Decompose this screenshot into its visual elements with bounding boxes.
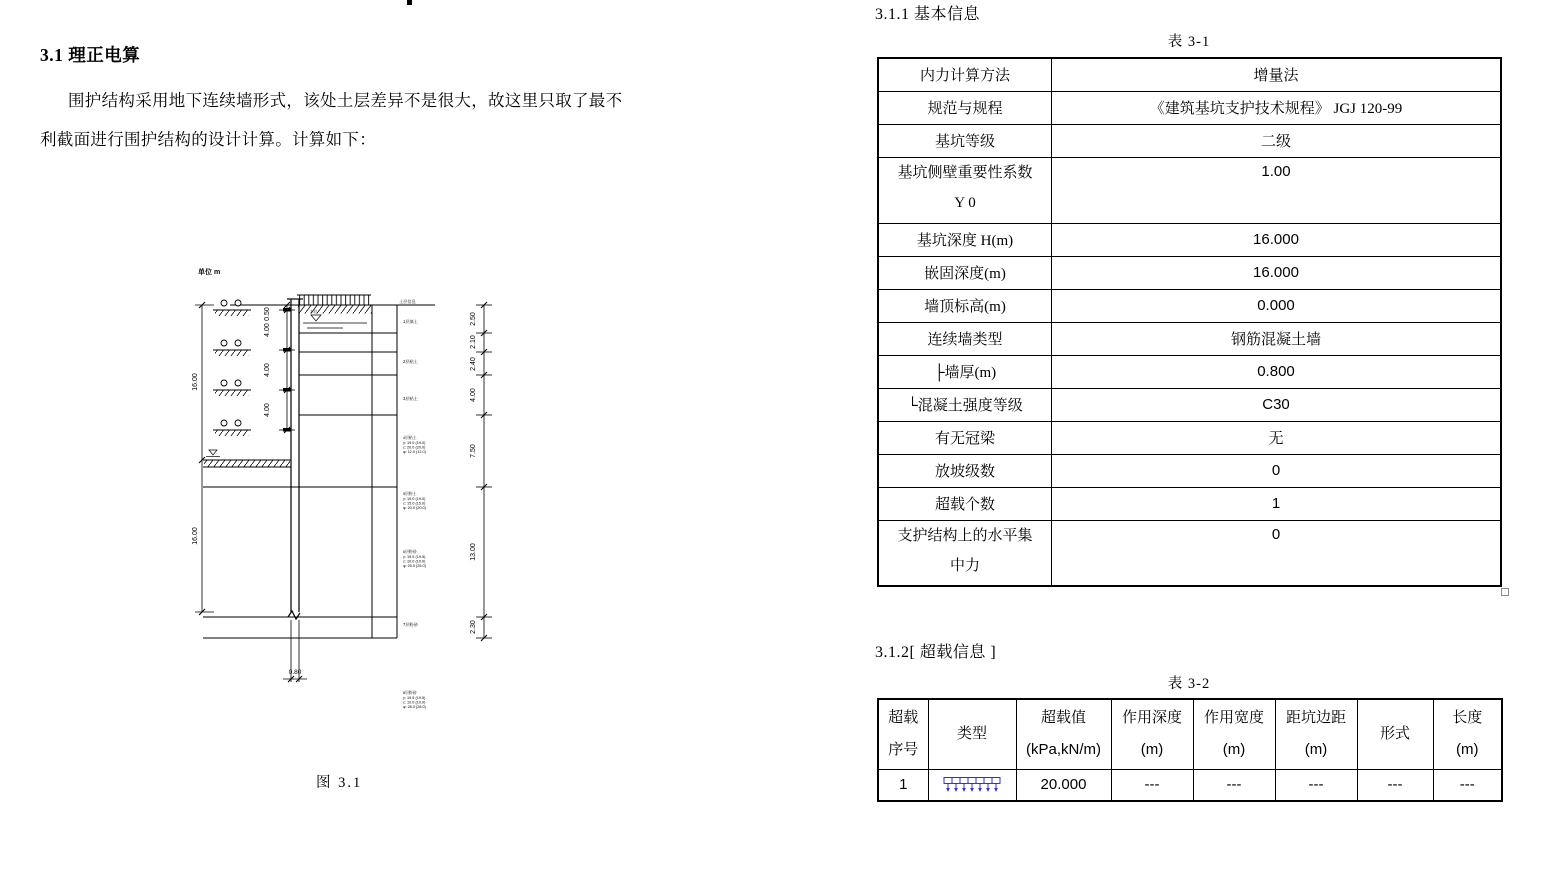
param-label-cell: 超载个数 (878, 487, 1052, 520)
param-label-cell: 内力计算方法 (878, 58, 1052, 91)
table1-caption: 表 3-1 (1167, 34, 1211, 50)
layer-label-block (403, 491, 427, 510)
param-label-cell: 有无冠梁 (878, 421, 1052, 454)
table-row (878, 124, 1501, 157)
param-value-cell: C30 (1052, 388, 1502, 421)
param-value-cell: 增量法 (1052, 58, 1502, 91)
dim-label-excavation-depth: 16.00 (192, 373, 199, 391)
table-row (878, 487, 1501, 520)
dim-label-layer: 2.50 (470, 312, 477, 326)
param-label-cell: 放坡级数 (878, 454, 1052, 487)
excavation-section-figure (185, 258, 503, 718)
surcharge-form-cell: --- (1357, 769, 1433, 801)
surcharge-value-cell: 20.000 (1016, 769, 1111, 801)
section-heading: 3.1 理正电算 (40, 45, 141, 65)
header-cell: 长度 (m) (1433, 699, 1502, 769)
svg-text:6层粉砂: 6层粉砂 (403, 550, 417, 554)
header-cell: 超载值 (kPa,kN/m) (1016, 699, 1111, 769)
table-row (878, 91, 1501, 124)
surcharge-table (877, 698, 1503, 802)
param-value-cell: 1.00 (1052, 157, 1502, 223)
table-row (878, 289, 1501, 322)
support-level (213, 420, 251, 430)
dim-label-layer: 4.00 (470, 388, 477, 402)
svg-text:φ: 12.0 (12.0): φ: 12.0 (12.0) (403, 450, 426, 454)
layer-label: 2层粘土 (403, 359, 418, 364)
header-cell: 作用宽度 (m) (1193, 699, 1275, 769)
dim-label-support-spacing: 4.00 (264, 323, 271, 337)
param-label-cell: 支护结构上的水平集 中力 (878, 520, 1052, 586)
header-cell: 距坑边距 (m) (1275, 699, 1357, 769)
surcharge-load-ticks (298, 295, 371, 305)
figure-unit-label: 单位 m (198, 269, 221, 276)
table-row (878, 256, 1501, 289)
svg-text:γ: 19.5 (19.5): γ: 19.5 (19.5) (403, 555, 426, 559)
surcharge-width-cell: --- (1193, 769, 1275, 801)
param-label-cell: 嵌固深度(m) (878, 256, 1052, 289)
table2-caption: 表 3-2 (1167, 676, 1211, 692)
table-row (878, 421, 1501, 454)
figure-caption: 图 3.1 (316, 775, 363, 791)
table-header-row (878, 699, 1502, 769)
distributed-load-icon (942, 776, 1002, 793)
word-anchor-mark (1501, 588, 1509, 596)
svg-text:φ: 28.0 (28.0): φ: 28.0 (28.0) (403, 705, 426, 709)
param-label-cell: 墙顶标高(m) (878, 289, 1052, 322)
table-row (878, 157, 1501, 223)
surcharge-type-cell (928, 769, 1016, 801)
body-paragraph-line2: 利截面进行围护结构的设计计算。计算如下： (40, 130, 376, 149)
dim-label-support-spacing: 4.00 (264, 363, 271, 377)
dim-label-embed-depth: 16.00 (192, 527, 199, 545)
header-cell: 超载 序号 (878, 699, 928, 769)
svg-text:c: 10.0 (10.0): c: 10.0 (10.0) (403, 559, 426, 564)
subsection-heading-surcharge-info: 3.1.2[ 超载信息 ] (875, 644, 997, 661)
param-value-cell: 二级 (1052, 124, 1502, 157)
svg-text:γ: 19.0 (19.0): γ: 19.0 (19.0) (403, 441, 426, 445)
header-cell: 类型 (928, 699, 1016, 769)
dim-label-layer: 2.30 (470, 620, 477, 634)
svg-text:5层粉土: 5层粉土 (403, 492, 417, 496)
svg-text:c: 15.0 (15.0): c: 15.0 (15.0) (403, 501, 426, 506)
param-value-cell: 1 (1052, 487, 1502, 520)
dim-label-layer: 13.00 (470, 543, 477, 561)
param-value-cell: 16.000 (1052, 223, 1502, 256)
svg-text:γ: 19.5 (19.5): γ: 19.5 (19.5) (403, 696, 426, 700)
param-label-cell: 规范与规程 (878, 91, 1052, 124)
layer-label: 3层粘土 (403, 396, 418, 401)
dim-label-wall-width: 0.80 (288, 669, 302, 676)
subsection-heading-basic-info: 3.1.1 基本信息 (875, 6, 981, 23)
param-label-cell: └混凝土强度等级 (878, 388, 1052, 421)
param-label-cell: 基坑等级 (878, 124, 1052, 157)
table-row (878, 355, 1501, 388)
svg-text:γ: 19.0 (19.0): γ: 19.0 (19.0) (403, 497, 426, 501)
param-value-cell: 0.000 (1052, 289, 1502, 322)
param-label-cell: 基坑深度 H(m) (878, 223, 1052, 256)
svg-text:c: 20.0 (20.0): c: 20.0 (20.0) (403, 445, 426, 450)
pit-bottom-hatch (204, 461, 290, 468)
param-value-cell: 钢筋混凝土墙 (1052, 322, 1502, 355)
body-paragraph-line1: 围护结构采用地下连续墙形式，该处土层差异不是很大，故这里只取了最不 (68, 91, 623, 110)
layer-label: 1层填土 (403, 319, 418, 324)
layer-label-block (403, 435, 427, 454)
layer-label: 7层粉砂 (403, 622, 418, 627)
table-row (878, 58, 1501, 91)
param-value-cell: 0 (1052, 520, 1502, 586)
layer-label-block (403, 690, 427, 709)
basic-info-table (877, 57, 1502, 587)
left-dimension-chain (195, 302, 214, 615)
svg-text:c: 10.0 (10.0): c: 10.0 (10.0) (403, 700, 426, 705)
surcharge-depth-cell: --- (1111, 769, 1193, 801)
svg-text:8层粉砂: 8层粉砂 (403, 691, 417, 695)
soil-header-label: 土层信息 (399, 299, 416, 304)
right-dimension-chain (476, 302, 492, 641)
water-table-label: 水位 (310, 310, 318, 314)
table-row (878, 322, 1501, 355)
surcharge-no-cell: 1 (878, 769, 928, 801)
table-row (878, 769, 1502, 801)
inner-dimension-chain (279, 302, 295, 433)
param-value-cell: 16.000 (1052, 256, 1502, 289)
table-row (878, 520, 1501, 586)
surcharge-distance-cell: --- (1275, 769, 1357, 801)
dim-label-support-spacing: 0.50 (264, 307, 271, 321)
page-edge-artifact (407, 0, 412, 5)
table-row (878, 454, 1501, 487)
param-value-cell: 《建筑基坑支护技术规程》 JGJ 120-99 (1052, 91, 1502, 124)
dim-label-layer: 7.50 (470, 444, 477, 458)
water-table-symbol (303, 315, 367, 328)
pit-water-symbol (206, 450, 220, 457)
param-value-cell: 0.800 (1052, 355, 1502, 388)
dim-label-layer: 2.40 (470, 357, 477, 371)
support-level (213, 380, 251, 390)
support-level (213, 340, 251, 350)
svg-text:φ: 20.0 (20.0): φ: 20.0 (20.0) (403, 506, 426, 510)
param-label-cell: 连续墙类型 (878, 322, 1052, 355)
svg-text:φ: 25.0 (25.0): φ: 25.0 (25.0) (403, 564, 426, 568)
svg-text:4层粘土: 4层粘土 (403, 436, 417, 440)
dim-label-layer: 2.10 (470, 335, 477, 349)
table-row (878, 223, 1501, 256)
header-cell: 形式 (1357, 699, 1433, 769)
param-value-cell: 0 (1052, 454, 1502, 487)
layer-label-block (403, 549, 427, 568)
dim-label-support-spacing: 4.00 (264, 403, 271, 417)
param-value-cell: 无 (1052, 421, 1502, 454)
header-cell: 作用深度 (m) (1111, 699, 1193, 769)
param-label-cell: 基坑侧壁重要性系数 Υ 0 (878, 157, 1052, 223)
table-row (878, 388, 1501, 421)
surcharge-length-cell: --- (1433, 769, 1502, 801)
param-label-cell: ├墙厚(m) (878, 355, 1052, 388)
